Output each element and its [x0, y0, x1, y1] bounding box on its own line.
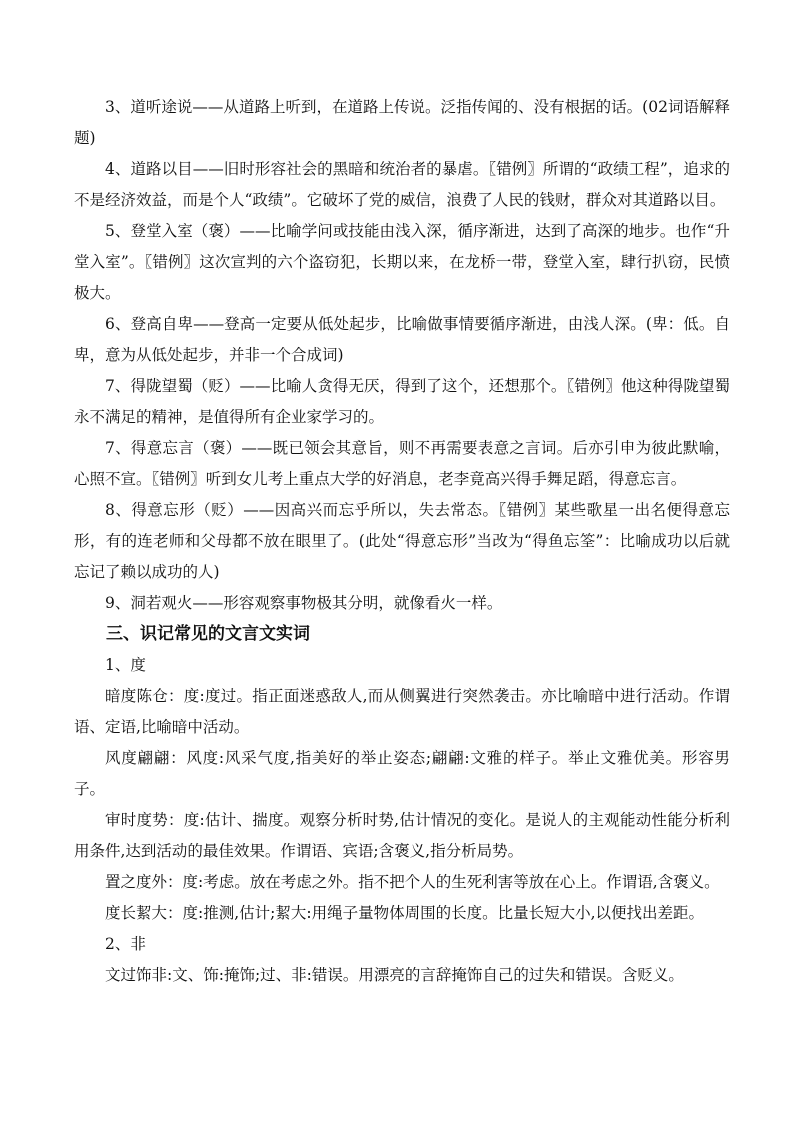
subsection-fei: 2、非 [105, 935, 146, 953]
entry-daotingtushuo: 3、道听途说——从道路上听到，在道路上传说。泛指传闻的、没有根据的话。(02词语解释题) [74, 98, 730, 147]
entry-deyiwangxing: 8、得意忘形（贬）——因高兴而忘乎所以，失去常态。〖错例〗某些歌星一出名便得意忘形，有的连老师和父母都不放在眼里了。(此处“得意忘形”当改为“得鱼忘筌”：比喻成功以后就忘记了赖以成功的人) [74, 501, 730, 581]
entry-daoluyimu: 4、道路以目——旧时形容社会的黑暗和统治者的暴虐。〖错例〗所谓的“政绩工程”，追求的不是经济效益，而是个人“政绩”。它破坏了党的威信，浪费了人民的钱财，群众对其道路以目。 [74, 160, 730, 209]
entry-shenshi-dushi: 审时度势：度:估计、揣度。观察分析时势,估计情况的变化。是说人的主观能动性能分析利用条件,达到活动的最佳效果。作谓语、宾语;含褒义,指分析局势。 [74, 811, 730, 860]
entry-fengdu-pianpian: 风度翩翩：风度:风采气度,指美好的举止姿态;翩翩:文雅的样子。举止文雅优美。形容男子。 [74, 749, 730, 798]
entry-denggaozibei: 6、登高自卑——登高一定要从低处起步，比喻做事情要循序渐进，由浅人深。(卑：低。自卑，意为从低处起步，并非一个合成词) [74, 315, 730, 364]
section-heading: 三、识记常见的文言文实词 [106, 624, 310, 644]
entry-dongruoguanhuo: 9、洞若观火——形容观察事物极其分明，就像看火一样。 [105, 594, 503, 612]
entry-dengtangrushi: 5、登堂入室（褒）——比喻学问或技能由浅入深，循序渐进，达到了高深的地步。也作“升堂入室”。〖错例〗这次宣判的六个盗窃犯，长期以来，在龙桥一带，登堂入室，肆行扒窃，民愤极大。 [74, 222, 730, 302]
entry-duchang-xieda: 度长絜大：度:推测,估计;絜大:用绳子量物体周围的长度。比量长短大小,以便找出差距。 [105, 904, 705, 922]
document-body [74, 92, 730, 991]
entry-andu-chencang: 暗度陈仓：度:度过。指正面迷惑敌人,而从侧翼进行突然袭击。亦比喻暗中进行活动。作谓语、定语,比喻暗中活动。 [74, 687, 730, 736]
entry-wenguo-shifei: 文过饰非:文、饰:掩饰;过、非:错误。用漂亮的言辞掩饰自己的过失和错误。含贬义。 [105, 966, 684, 984]
entry-delongwangshu: 7、得陇望蜀（贬）——比喻人贪得无厌，得到了这个，还想那个。〖错例〗他这种得陇望蜀永不满足的精神，是值得所有企业家学习的。 [74, 377, 730, 426]
subsection-du: 1、度 [105, 656, 146, 674]
entry-zhizhi-duwai: 置之度外：度:考虑。放在考虑之外。指不把个人的生死利害等放在心上。作谓语,含褒义。 [105, 873, 720, 891]
entry-deyiwangyan: 7、得意忘言（褒）——既已领会其意旨，则不再需要表意之言词。后亦引申为彼此默喻，心照不宣。〖错例〗听到女儿考上重点大学的好消息，老李竟高兴得手舞足蹈，得意忘言。 [74, 439, 730, 488]
